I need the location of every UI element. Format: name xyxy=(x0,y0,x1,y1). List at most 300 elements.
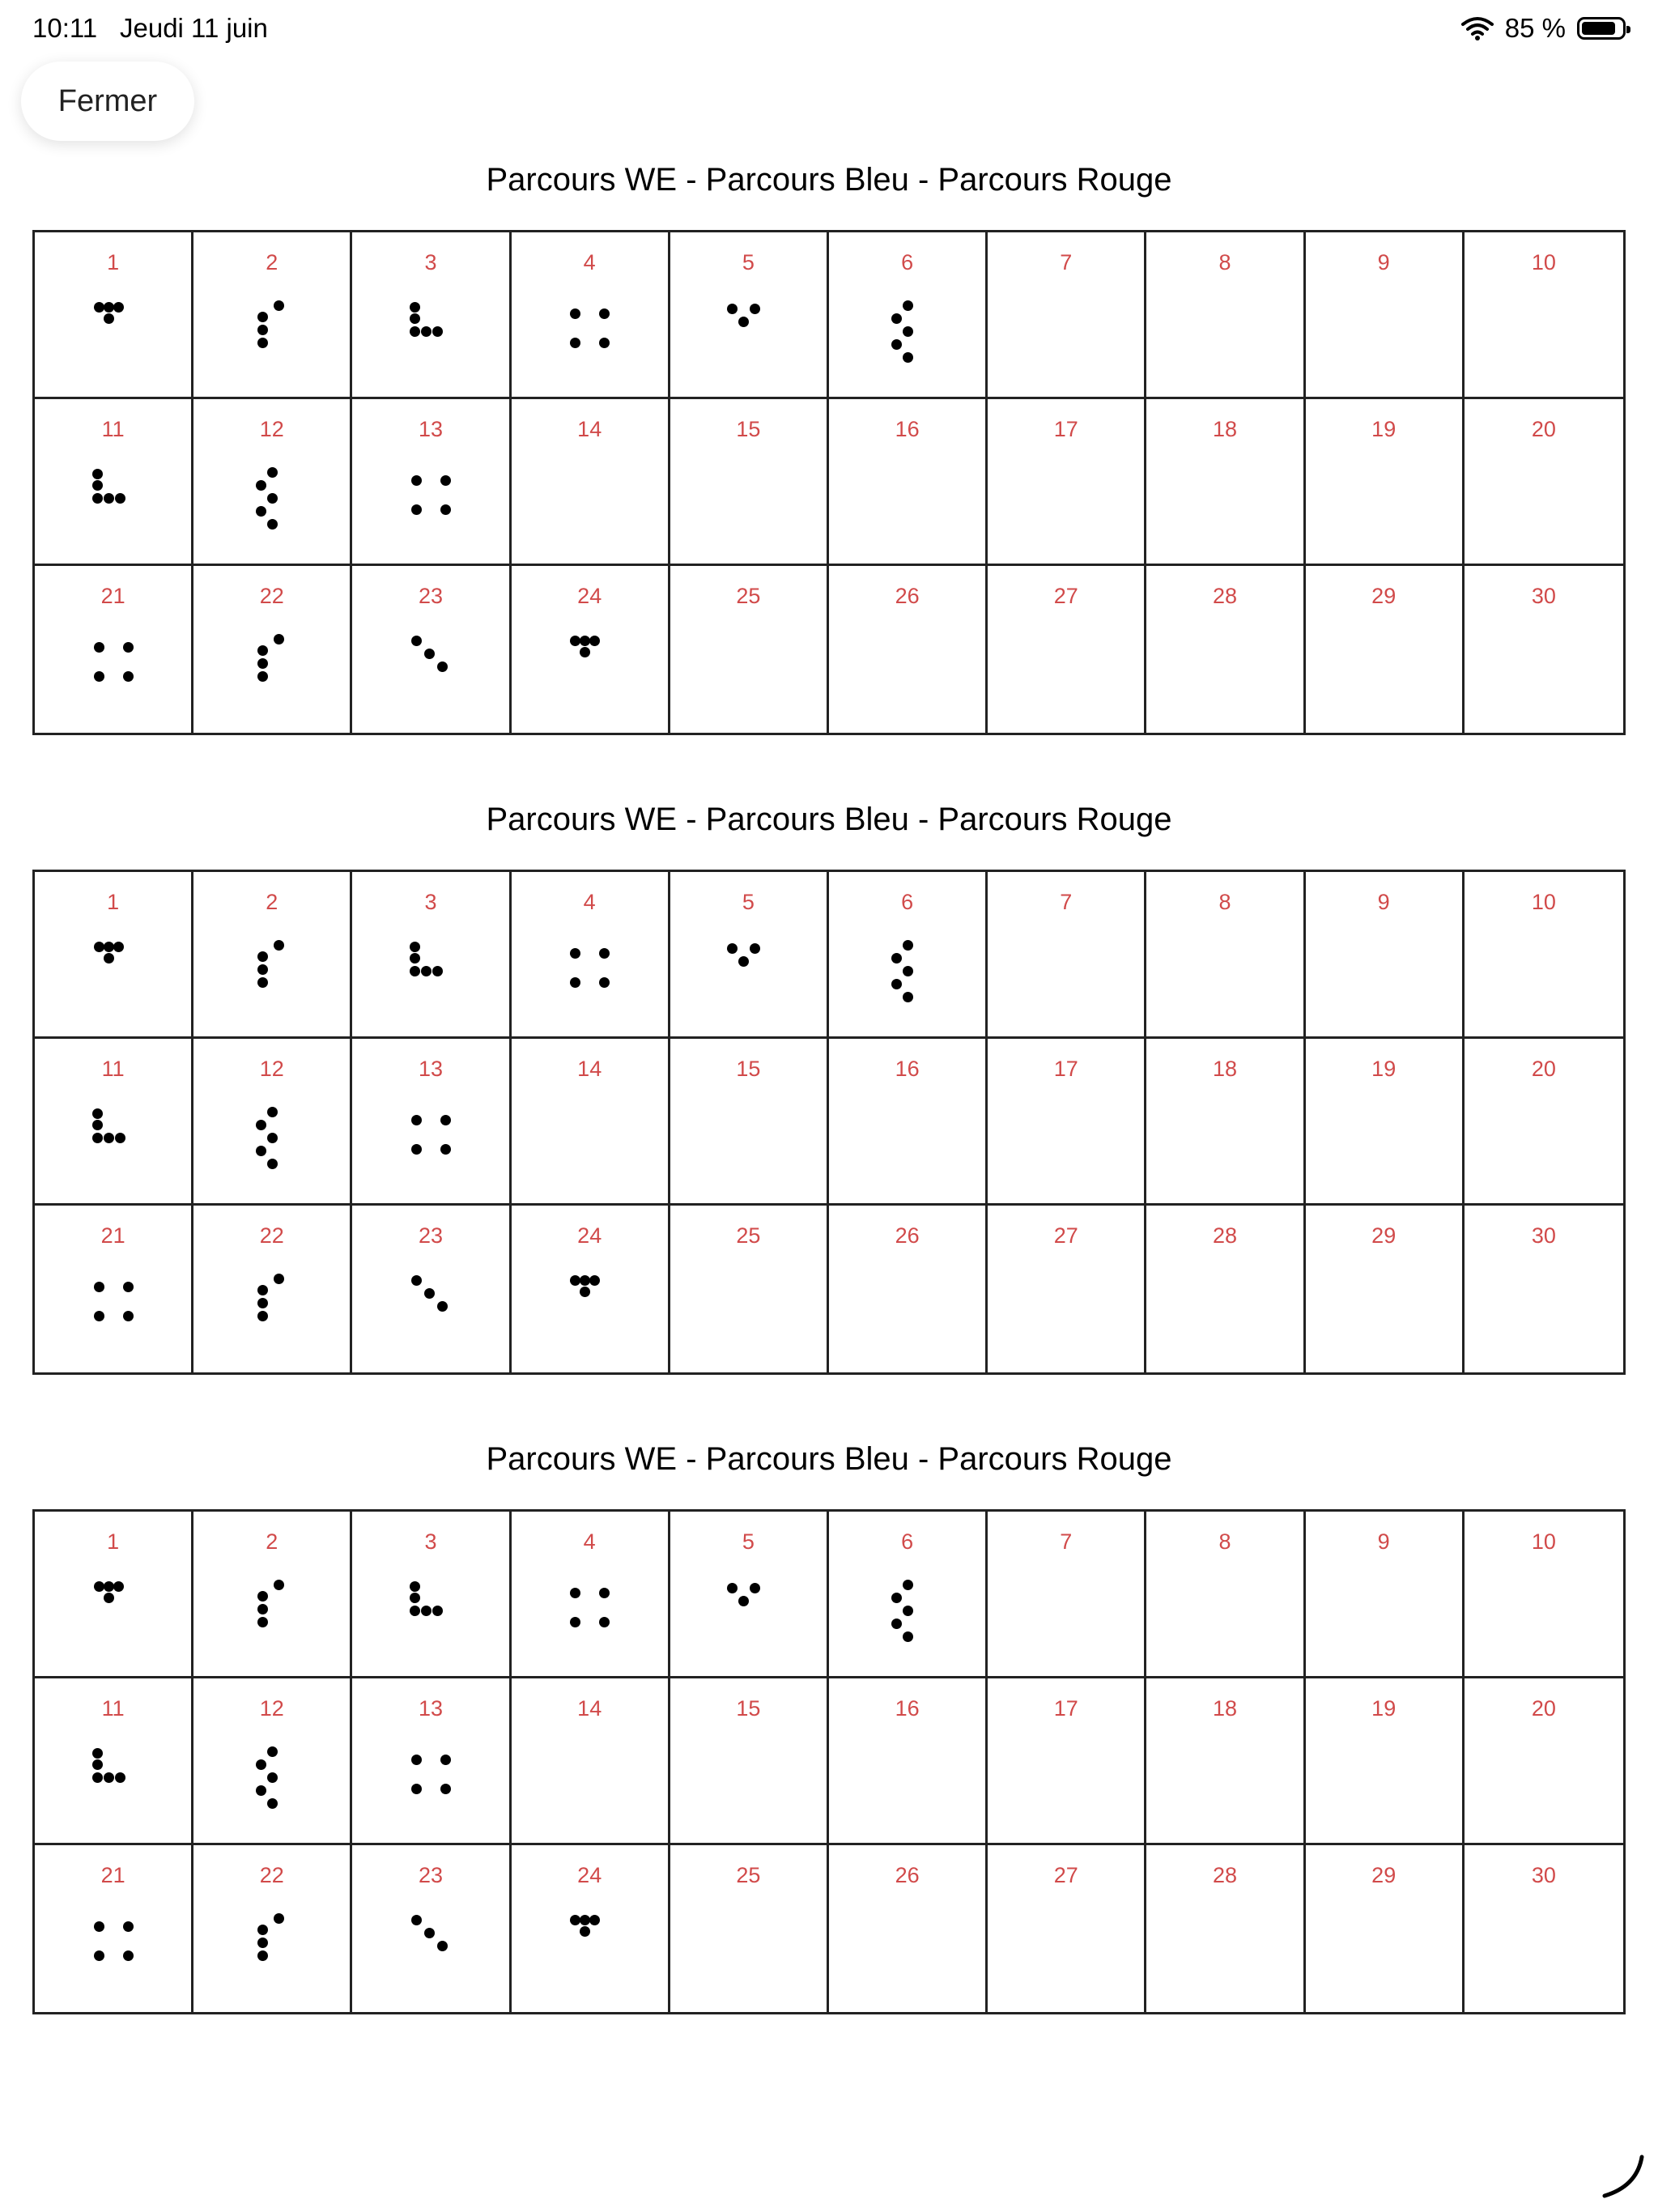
dot xyxy=(123,1921,134,1932)
battery-percent: 85 % xyxy=(1504,13,1566,43)
cell-number: 28 xyxy=(1212,1223,1238,1248)
cell-number: 11 xyxy=(101,1696,125,1721)
dot xyxy=(589,636,600,646)
cell-number: 30 xyxy=(1531,1223,1556,1248)
cell-number: 12 xyxy=(259,1696,284,1721)
grid-cell xyxy=(1146,566,1305,733)
dot xyxy=(94,1950,104,1961)
dot xyxy=(410,1593,420,1603)
dot-pattern-icon xyxy=(398,1576,463,1649)
dot xyxy=(256,1785,266,1796)
grid-cell xyxy=(829,1039,988,1206)
dot xyxy=(410,1606,420,1616)
grid-cell xyxy=(1306,1678,1465,1845)
dot xyxy=(410,1581,420,1592)
dot xyxy=(274,1913,284,1924)
grid-cell xyxy=(35,1039,193,1206)
dot xyxy=(440,1115,451,1125)
dot xyxy=(257,1950,268,1961)
dot xyxy=(92,1120,103,1130)
dot xyxy=(267,1798,278,1809)
cell-number: 13 xyxy=(418,1696,444,1721)
cell-number: 19 xyxy=(1371,1696,1397,1721)
cell-number: 11 xyxy=(101,417,125,441)
grid-cell xyxy=(1465,566,1623,733)
cell-number: 24 xyxy=(577,584,602,608)
dot-pattern-icon xyxy=(398,1743,463,1816)
status-bar xyxy=(0,0,1658,58)
dot-pattern-icon xyxy=(398,1270,463,1343)
dot xyxy=(257,951,268,962)
dot-pattern-icon xyxy=(81,297,146,370)
grid-cell xyxy=(1465,872,1623,1039)
dot xyxy=(104,953,114,963)
dot xyxy=(410,942,420,952)
dot-pattern-icon xyxy=(240,1104,304,1176)
cell-number: 30 xyxy=(1531,1863,1556,1887)
dot xyxy=(113,1581,124,1592)
cell-number: 15 xyxy=(736,1057,761,1081)
dot xyxy=(274,1580,284,1590)
grid-cell xyxy=(829,1845,988,2012)
cell-number: 27 xyxy=(1053,584,1078,608)
cell-number: 10 xyxy=(1531,1529,1556,1554)
dot xyxy=(891,979,902,989)
grid-cell xyxy=(1146,232,1305,399)
grid-cell xyxy=(1306,232,1465,399)
dot xyxy=(424,1288,435,1299)
dot xyxy=(257,1617,268,1627)
dot xyxy=(92,1748,103,1759)
grid-cell xyxy=(988,566,1146,733)
dot xyxy=(738,317,749,327)
grid-cell xyxy=(988,872,1146,1039)
grid-cell xyxy=(35,232,193,399)
dot-pattern-icon xyxy=(398,937,463,1010)
grid-cell xyxy=(35,1206,193,1372)
dot xyxy=(437,661,448,672)
dot xyxy=(123,642,134,653)
grid-cell xyxy=(1146,1845,1305,2012)
grid-cell xyxy=(670,1678,829,1845)
cell-number: 12 xyxy=(259,417,284,441)
dot xyxy=(104,493,114,504)
dot xyxy=(257,1591,268,1602)
grid-cell xyxy=(35,399,193,566)
dot xyxy=(424,1928,435,1938)
dot xyxy=(257,1285,268,1295)
grid-cell xyxy=(512,1678,670,1845)
cell-number: 6 xyxy=(901,250,914,274)
dot xyxy=(570,977,580,988)
loading-spinner-icon xyxy=(1595,2149,1647,2201)
grid-cell xyxy=(988,1206,1146,1372)
dot xyxy=(115,493,125,504)
grid-cell xyxy=(1306,1845,1465,2012)
cell-number: 21 xyxy=(100,1863,125,1887)
cell-number: 9 xyxy=(1377,1529,1390,1554)
grid-cell xyxy=(988,1512,1146,1678)
grid-cell xyxy=(670,1845,829,2012)
dot-pattern-icon xyxy=(398,297,463,370)
cell-number: 4 xyxy=(583,890,596,914)
grid-cell xyxy=(352,566,511,733)
dot xyxy=(440,1784,451,1794)
dot xyxy=(123,1311,134,1321)
dot xyxy=(599,977,610,988)
grid-cell xyxy=(1306,1206,1465,1372)
dot-pattern-icon xyxy=(81,631,146,704)
dot-pattern-icon xyxy=(240,297,304,370)
dot xyxy=(570,308,580,319)
dot xyxy=(94,942,104,952)
dot xyxy=(94,302,104,313)
dot xyxy=(92,493,103,504)
dot xyxy=(421,1606,432,1616)
dot xyxy=(411,1144,422,1155)
dot xyxy=(410,302,420,313)
grid-cell xyxy=(352,1678,511,1845)
dot xyxy=(891,1593,902,1603)
cell-number: 6 xyxy=(901,1529,914,1554)
dot xyxy=(104,1593,114,1603)
grid-cell xyxy=(193,566,352,733)
grid-cell xyxy=(512,399,670,566)
cell-number: 7 xyxy=(1060,1529,1073,1554)
grid-cell xyxy=(1146,1039,1305,1206)
dot-pattern-icon xyxy=(81,1104,146,1176)
cell-number: 28 xyxy=(1212,1863,1238,1887)
dot xyxy=(274,1274,284,1284)
cell-number: 20 xyxy=(1531,1696,1556,1721)
dot xyxy=(432,326,443,337)
dot xyxy=(257,1604,268,1614)
dot xyxy=(599,308,610,319)
dot xyxy=(267,1159,278,1169)
dot xyxy=(410,313,420,324)
cell-number: 23 xyxy=(418,1863,444,1887)
cell-number: 4 xyxy=(583,1529,596,1554)
dot xyxy=(750,1583,760,1593)
cell-number: 2 xyxy=(266,890,278,914)
dot xyxy=(257,312,268,322)
dot-pattern-icon xyxy=(81,1743,146,1816)
dot xyxy=(92,1772,103,1783)
dot xyxy=(570,1588,580,1598)
dot xyxy=(256,1759,266,1770)
dot xyxy=(113,302,124,313)
dot xyxy=(599,338,610,348)
dot xyxy=(257,671,268,682)
grid-cell xyxy=(193,1206,352,1372)
dot xyxy=(94,642,104,653)
dot xyxy=(113,942,124,952)
dot xyxy=(256,480,266,491)
close-button[interactable]: Fermer xyxy=(21,62,194,141)
cell-number: 22 xyxy=(259,1863,284,1887)
cell-number: 16 xyxy=(895,1696,920,1721)
dot xyxy=(903,300,913,311)
cell-number: 8 xyxy=(1218,1529,1231,1554)
dot-pattern-icon xyxy=(716,937,780,1010)
grid-cell xyxy=(512,1512,670,1678)
dot-pattern-icon xyxy=(81,1576,146,1649)
dot xyxy=(274,300,284,311)
grid-cell xyxy=(829,566,988,733)
cell-number: 24 xyxy=(577,1863,602,1887)
dot xyxy=(410,966,420,976)
cell-number: 26 xyxy=(895,584,920,608)
dot xyxy=(440,475,451,486)
dot xyxy=(257,1925,268,1935)
dot-pattern-icon xyxy=(240,937,304,1010)
dot-pattern-icon xyxy=(81,464,146,537)
dot xyxy=(123,671,134,682)
dot-pattern-icon xyxy=(716,1576,780,1649)
dot xyxy=(256,506,266,517)
grid-cell xyxy=(670,232,829,399)
cell-number: 1 xyxy=(107,250,120,274)
cell-number: 23 xyxy=(418,584,444,608)
grid-cell xyxy=(829,872,988,1039)
dot-pattern-icon xyxy=(557,297,622,370)
dot xyxy=(440,1144,451,1155)
grid-cell xyxy=(670,1039,829,1206)
grid-cell xyxy=(670,566,829,733)
dot xyxy=(104,1772,114,1783)
dot xyxy=(903,1606,913,1616)
cell-number: 8 xyxy=(1218,250,1231,274)
dot xyxy=(274,634,284,644)
dot xyxy=(267,1772,278,1783)
dot xyxy=(104,1581,114,1592)
cell-number: 5 xyxy=(742,250,755,274)
dot xyxy=(411,1915,422,1925)
cell-number: 2 xyxy=(266,250,278,274)
grid-cell xyxy=(1306,399,1465,566)
grid-cell xyxy=(35,872,193,1039)
grid-cell xyxy=(1146,872,1305,1039)
dot xyxy=(589,1275,600,1286)
grid-cell xyxy=(35,566,193,733)
cell-number: 4 xyxy=(583,250,596,274)
dot xyxy=(580,1926,590,1937)
dot-pattern-icon xyxy=(398,631,463,704)
section-title: Parcours WE - Parcours Bleu - Parcours Rouge xyxy=(486,802,1172,837)
grid-cell xyxy=(1306,566,1465,733)
dot-pattern-icon xyxy=(557,1576,622,1649)
dot xyxy=(257,645,268,656)
grid-cell xyxy=(352,1845,511,2012)
cell-number: 14 xyxy=(577,417,602,441)
grid-cell xyxy=(35,1678,193,1845)
dot xyxy=(257,1298,268,1308)
cell-number: 28 xyxy=(1212,584,1238,608)
dot xyxy=(580,1287,590,1297)
cell-number: 24 xyxy=(577,1223,602,1248)
dot xyxy=(432,966,443,976)
dot-pattern-icon xyxy=(240,1910,304,1983)
cell-number: 19 xyxy=(1371,1057,1397,1081)
dot xyxy=(123,1950,134,1961)
dot xyxy=(903,326,913,337)
cell-number: 1 xyxy=(107,1529,120,1554)
wifi-icon xyxy=(1461,16,1494,40)
dot xyxy=(104,1133,114,1143)
grid-cell xyxy=(829,1678,988,1845)
dot xyxy=(738,956,749,967)
grid-cell xyxy=(193,232,352,399)
grid-cell xyxy=(35,1512,193,1678)
dot xyxy=(92,1759,103,1770)
dot xyxy=(267,1133,278,1143)
dot xyxy=(589,1915,600,1925)
dot xyxy=(411,504,422,515)
grid-cell xyxy=(829,1512,988,1678)
dot xyxy=(903,992,913,1002)
dot xyxy=(92,1108,103,1119)
cell-number: 14 xyxy=(577,1057,602,1081)
dot xyxy=(267,1107,278,1117)
dot xyxy=(410,326,420,337)
dot-pattern-icon xyxy=(398,1104,463,1176)
cell-number: 29 xyxy=(1371,1223,1397,1248)
grid-cell xyxy=(193,872,352,1039)
dot xyxy=(727,304,738,314)
dot xyxy=(256,1120,266,1130)
grid-cell xyxy=(988,399,1146,566)
dot-pattern-icon xyxy=(716,297,780,370)
grid-cell xyxy=(988,1845,1146,2012)
section-title: Parcours WE - Parcours Bleu - Parcours Rouge xyxy=(486,1441,1172,1477)
dot xyxy=(257,977,268,988)
cell-number: 25 xyxy=(736,1223,761,1248)
cell-number: 10 xyxy=(1531,250,1556,274)
dot-pattern-icon xyxy=(557,631,622,704)
cell-number: 18 xyxy=(1212,417,1238,441)
cell-number: 1 xyxy=(107,890,120,914)
number-grid xyxy=(32,1509,1626,2014)
cell-number: 30 xyxy=(1531,584,1556,608)
grid-cell xyxy=(193,1845,352,2012)
status-time: 10:11 xyxy=(32,13,98,43)
dot xyxy=(437,1941,448,1951)
cell-number: 25 xyxy=(736,1863,761,1887)
grid-cell xyxy=(1306,872,1465,1039)
cell-number: 27 xyxy=(1053,1223,1078,1248)
grid-cell xyxy=(988,1678,1146,1845)
cell-number: 13 xyxy=(418,417,444,441)
dot xyxy=(903,352,913,363)
cell-number: 8 xyxy=(1218,890,1231,914)
dot-pattern-icon xyxy=(81,1910,146,1983)
dot xyxy=(94,671,104,682)
cell-number: 3 xyxy=(424,1529,437,1554)
dot-pattern-icon xyxy=(875,1576,940,1649)
dot xyxy=(437,1301,448,1312)
dot xyxy=(274,940,284,951)
cell-number: 6 xyxy=(901,890,914,914)
cell-number: 3 xyxy=(424,890,437,914)
dot xyxy=(257,658,268,669)
dot xyxy=(903,1580,913,1590)
dot xyxy=(599,1588,610,1598)
cell-number: 17 xyxy=(1053,417,1078,441)
dot xyxy=(411,475,422,486)
dot xyxy=(267,467,278,478)
dot xyxy=(92,469,103,479)
dot xyxy=(92,1133,103,1143)
grid-cell xyxy=(1306,1512,1465,1678)
dot xyxy=(903,966,913,976)
grid-cell xyxy=(352,232,511,399)
dot xyxy=(891,339,902,350)
cell-number: 21 xyxy=(100,584,125,608)
grid-cell xyxy=(1306,1039,1465,1206)
dot xyxy=(94,1921,104,1932)
dot xyxy=(115,1133,125,1143)
cell-number: 17 xyxy=(1053,1696,1078,1721)
status-date: Jeudi 11 juin xyxy=(120,13,268,43)
dot xyxy=(421,966,432,976)
cell-number: 10 xyxy=(1531,890,1556,914)
dot xyxy=(410,953,420,963)
cell-number: 9 xyxy=(1377,890,1390,914)
dot xyxy=(257,1311,268,1321)
cell-number: 7 xyxy=(1060,250,1073,274)
dot xyxy=(421,326,432,337)
number-grid xyxy=(32,870,1626,1375)
number-grid xyxy=(32,230,1626,735)
dot xyxy=(123,1282,134,1292)
grid-cell xyxy=(829,1206,988,1372)
grid-cell xyxy=(512,872,670,1039)
dot-pattern-icon xyxy=(81,937,146,1010)
dot xyxy=(94,1311,104,1321)
grid-cell xyxy=(193,1039,352,1206)
grid-cell xyxy=(988,1039,1146,1206)
dot xyxy=(727,1583,738,1593)
dot-pattern-icon xyxy=(875,297,940,370)
dot xyxy=(256,1146,266,1156)
dot-pattern-icon xyxy=(240,1743,304,1816)
grid-cell xyxy=(1465,399,1623,566)
dot xyxy=(599,948,610,959)
dot xyxy=(750,943,760,954)
dot xyxy=(727,943,738,954)
cell-number: 15 xyxy=(736,417,761,441)
grid-cell xyxy=(512,232,670,399)
section-title: Parcours WE - Parcours Bleu - Parcours Rouge xyxy=(486,162,1172,198)
grid-cell xyxy=(35,1845,193,2012)
grid-cell xyxy=(670,399,829,566)
grid-cell xyxy=(352,1512,511,1678)
cell-number: 11 xyxy=(101,1057,125,1081)
dot xyxy=(104,942,114,952)
dot xyxy=(267,493,278,504)
cell-number: 26 xyxy=(895,1863,920,1887)
dot-pattern-icon xyxy=(240,1270,304,1343)
cell-number: 5 xyxy=(742,890,755,914)
dot xyxy=(257,325,268,335)
grid-cell xyxy=(1465,1678,1623,1845)
cell-number: 20 xyxy=(1531,417,1556,441)
grid-cell xyxy=(670,1512,829,1678)
cell-number: 29 xyxy=(1371,1863,1397,1887)
grid-cell xyxy=(352,1206,511,1372)
grid-cell xyxy=(1465,1039,1623,1206)
dot xyxy=(94,1581,104,1592)
